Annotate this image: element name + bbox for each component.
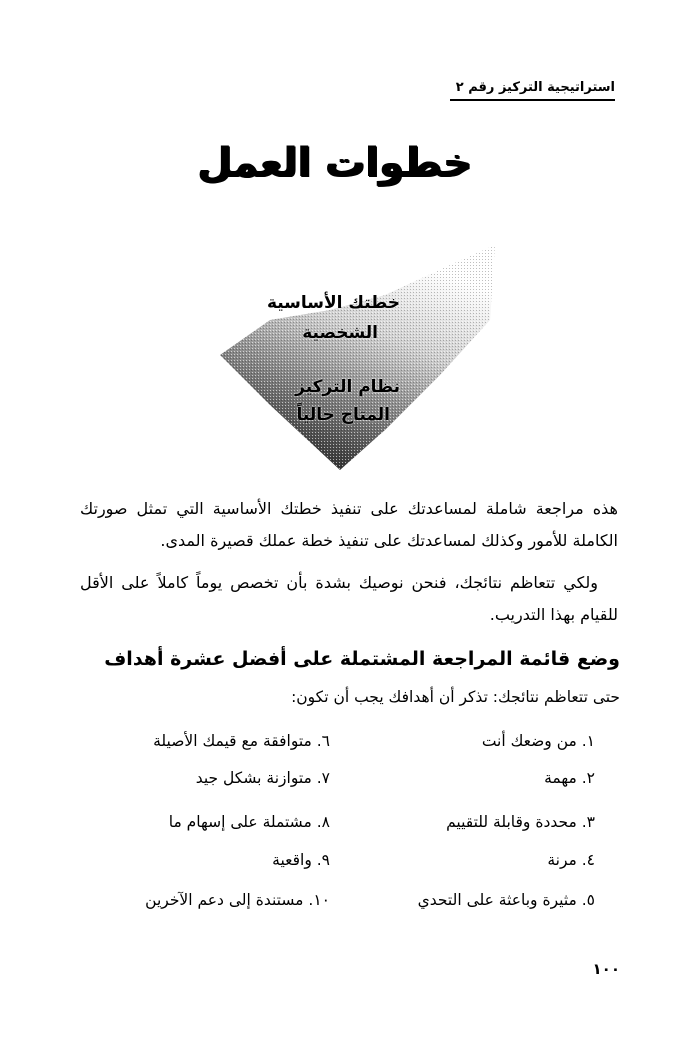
goal-item-2: ٢. مهمة [544, 769, 595, 787]
goal-item-10: ١٠. مستندة إلى دعم الآخرين [145, 891, 330, 909]
goals-intro: حتى تتعاظم نتائجك: تذكر أن أهدافك يجب أن تكون: [291, 688, 620, 706]
goal-item-8: ٨. مشتملة على إسهام ما [168, 813, 330, 831]
page-title: خطوات العمل [197, 140, 473, 186]
goal-item-6: ٦. متوافقة مع قيمك الأصيلة [153, 732, 330, 750]
goal-item-7: ٧. متوازنة بشكل جيد [195, 769, 330, 787]
goal-item-5: ٥. مثيرة وباعثة على التحدي [417, 891, 595, 909]
page-number: ١٠٠ [592, 960, 620, 978]
running-header: استراتيجية التركيز رقم ٢ [450, 80, 615, 101]
gradient-triangle-shape [210, 225, 500, 480]
diagram-label-focus-system: نظام التركيز [295, 377, 400, 397]
paragraph-recommendation: ولكي تتعاظم نتائجك، فنحن نوصيك بشدة بأن تخصص يوماً كاملاً على الأقل للقيام بهذا التدريب. [80, 573, 618, 624]
diagram-label-available: المتاح حالياً [296, 405, 390, 425]
goal-item-1: ١. من وضعك أنت [481, 732, 595, 750]
paragraph-review: هذه مراجعة شاملة لمساعدتك على تنفيذ خطتك الأساسية التي تمثل صورتك الكاملة للأمور وكذلك لمساعدتك على تنفيذ خطة عملك قصيرة المدى. [80, 499, 618, 550]
section-heading: وضع قائمة المراجعة المشتملة على أفضل عشرة أهداف [104, 648, 620, 670]
diagram-label-personal: الشخصية [302, 323, 378, 343]
diagram-label-personal-plan: خطتك الأساسية [266, 293, 400, 313]
focus-diagram [210, 225, 500, 480]
goal-item-4: ٤. مرنة [547, 851, 595, 869]
goal-item-9: ٩. واقعية [272, 851, 330, 869]
goal-item-3: ٣. محددة وقابلة للتقييم [446, 813, 595, 831]
